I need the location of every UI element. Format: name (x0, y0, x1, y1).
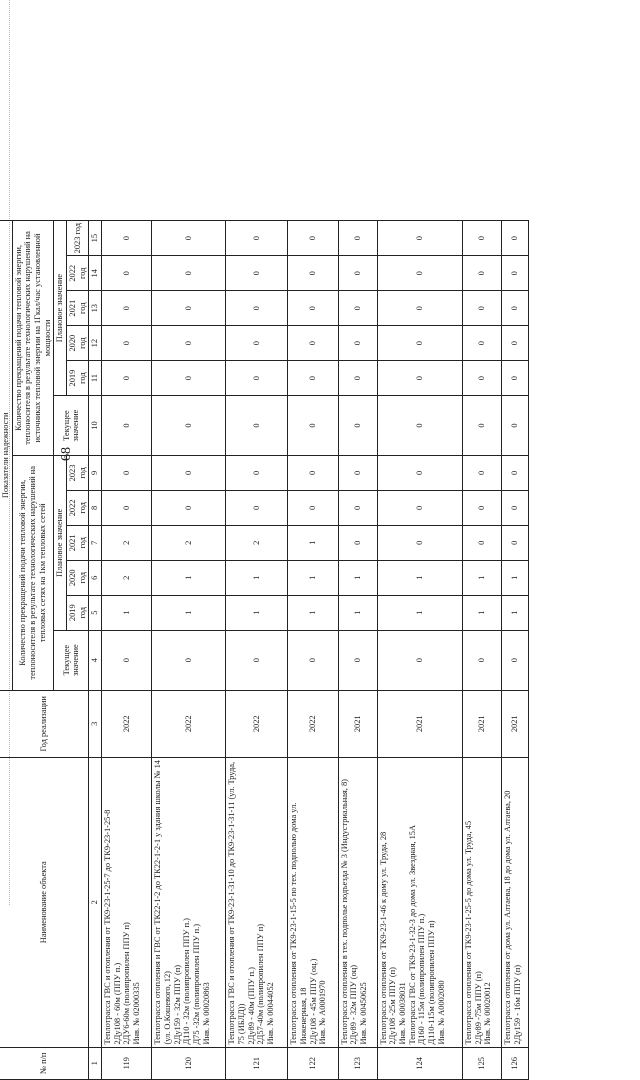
column-number: 5 (89, 595, 102, 630)
row-number: 119 (101, 1047, 151, 1079)
object-name-line: Теплотрасса отопления от ТК9-23-1-46 к дому ул. Труда, 28 (378, 831, 388, 1045)
network-value: 1 (501, 560, 528, 595)
table-row (226, 221, 288, 1080)
object-name-line: Теплотрасса отопления и ГВС от ТК22-1-2 до ТК22-1-2-1 у здания школы № 14 (ул. О.Кошевого, 12) (153, 760, 173, 1045)
source-value: 0 (226, 361, 288, 396)
source-value: 0 (377, 396, 463, 456)
network-value: 0 (101, 630, 151, 690)
object-name-line: Теплотрасса отопления от дома ул. Алтаева, 18 до дома ул. Алтаева, 20 (502, 790, 512, 1045)
network-value: 0 (226, 630, 288, 690)
src-year-2022: 2022 год (66, 256, 88, 291)
column-number: 6 (89, 560, 102, 595)
network-value: 0 (288, 455, 338, 490)
implementation-year: 2022 (226, 690, 288, 757)
network-value: 1 (377, 595, 463, 630)
source-value: 0 (338, 361, 377, 396)
src-planned-header: Плановое значение (54, 221, 67, 396)
source-value: 0 (101, 361, 151, 396)
object-name (338, 757, 377, 1047)
network-value: 0 (463, 455, 502, 490)
source-value: 0 (288, 221, 338, 256)
net-current-header: Текущее значение (54, 630, 89, 690)
object-name-line: Инв. № А0001970 (318, 980, 328, 1045)
group-network-header: Количество прекращений подачи тепловой энергии, теплоносителя в результате технологических нарушений на тепловых сетях на 1км тепловых сетей (12, 455, 54, 690)
column-number: 2 (89, 757, 102, 1047)
object-name-line: 2ДУ6-60м (полипропилен ППУ п) (122, 922, 132, 1045)
object-name-line: Инв. № 02000335 (131, 982, 141, 1045)
object-name-line: Теплотрасса ГВС и отопления от ТК9-23-1-25-7 до ТК9-23-1-25-8 (102, 809, 112, 1045)
source-value: 0 (463, 256, 502, 291)
table-row (288, 221, 338, 1080)
network-value: 0 (338, 455, 377, 490)
source-value: 0 (226, 221, 288, 256)
source-value: 0 (226, 256, 288, 291)
column-number: 8 (89, 490, 102, 525)
network-value: 0 (338, 630, 377, 690)
object-name-line: Теплотрасса ГВС и отопления от ТК9-23-1-31-10 до ТК9-23-1-31-11 (ул. Труда, 75 (ИБЛД)) (227, 761, 246, 1045)
network-value: 0 (501, 525, 528, 560)
network-value: 0 (501, 630, 528, 690)
source-value: 0 (377, 291, 463, 326)
source-value: 0 (288, 326, 338, 361)
object-name-line: Теплотрасса отопления в тех. подполье подъезда № 3 (Индустриальная, 8) (339, 779, 349, 1045)
network-value: 0 (377, 490, 463, 525)
network-value: 1 (338, 595, 377, 630)
source-value: 0 (338, 291, 377, 326)
network-value: 0 (463, 525, 502, 560)
network-value: 0 (152, 490, 226, 525)
net-planned-header: Плановое значение (54, 455, 67, 630)
source-value: 0 (501, 361, 528, 396)
row-number: 125 (463, 1047, 502, 1079)
source-value: 0 (101, 326, 151, 361)
object-name-line: 2Ду89 - 40м (ППУ п.) (246, 967, 256, 1045)
network-value: 0 (338, 525, 377, 560)
rotated-sheet (0, 220, 529, 1080)
column-number: 13 (89, 291, 102, 326)
object-name (463, 757, 502, 1047)
col-year-header: Год реализации (0, 690, 89, 757)
table-row (101, 221, 151, 1080)
network-value: 0 (377, 630, 463, 690)
column-number: 7 (89, 525, 102, 560)
network-value: 0 (288, 630, 338, 690)
source-value: 0 (152, 256, 226, 291)
source-value: 0 (377, 326, 463, 361)
network-value: 0 (226, 455, 288, 490)
network-value: 1 (463, 560, 502, 595)
net-year-2019: 2019 год (66, 595, 88, 630)
column-number: 9 (89, 455, 102, 490)
source-value: 0 (338, 326, 377, 361)
column-number: 10 (89, 396, 102, 456)
source-value: 0 (101, 221, 151, 256)
source-value: 0 (501, 256, 528, 291)
net-year-2023: 2023 год (66, 455, 88, 490)
network-value: 1 (152, 595, 226, 630)
row-number: 120 (152, 1047, 226, 1079)
object-name-line: Д110 - 32м (полипропилен ППУ п.) (182, 918, 192, 1045)
network-value: 2 (152, 525, 226, 560)
column-number: 4 (89, 630, 102, 690)
network-value: 1 (288, 525, 338, 560)
source-value: 0 (152, 291, 226, 326)
row-number: 121 (226, 1047, 288, 1079)
object-name-line: Инв. № 00044052 (265, 982, 275, 1045)
network-value: 0 (377, 455, 463, 490)
network-value: 1 (338, 560, 377, 595)
object-name-line: 2Ду159 - 32м ППУ (п) (172, 964, 182, 1045)
network-value: 0 (501, 490, 528, 525)
network-value: 0 (101, 455, 151, 490)
column-number: 3 (89, 690, 102, 757)
source-value: 0 (288, 361, 338, 396)
source-value: 0 (463, 326, 502, 361)
group-source-header: Количество прекращений подачи тепловой энергии, теплоносителя в результате технологических нарушений на источниках тепловой энергии на 1Гкал/час установленной мощности (12, 221, 54, 456)
source-value: 0 (377, 256, 463, 291)
source-value: 0 (501, 396, 528, 456)
object-name-line: Теплотрасса отопления от ТК9-23-1-15-5 по тех. подполью дома ул. Инженерная, 18 (289, 802, 309, 1045)
table-row (501, 221, 528, 1080)
object-name-line: 2Ду89 - 32м ППУ (оц) (349, 964, 359, 1045)
column-number: 14 (89, 256, 102, 291)
column-number: 12 (89, 326, 102, 361)
source-value: 0 (226, 396, 288, 456)
source-value: 0 (501, 291, 528, 326)
object-name (377, 757, 463, 1047)
implementation-year: 2022 (288, 690, 338, 757)
object-name-line: 2Ду159 - 16м ППУ (п) (512, 964, 522, 1045)
network-value: 2 (101, 525, 151, 560)
network-value: 0 (501, 455, 528, 490)
source-value: 0 (463, 396, 502, 456)
source-value: 0 (152, 396, 226, 456)
src-year-2019: 2019 год (66, 361, 88, 396)
table-row (463, 221, 502, 1080)
implementation-year: 2021 (338, 690, 377, 757)
object-name-line: Инв. № 00020863 (201, 982, 211, 1045)
object-name-line: Теплотрасса отопления от ТК9-23-1-25-5 до дома ул. Труда, 45 (464, 820, 474, 1045)
source-value: 0 (101, 291, 151, 326)
implementation-year: 2022 (152, 690, 226, 757)
object-name-line: 2Ду108 - 60м (ППУ п.) (112, 962, 122, 1045)
implementation-year: 2021 (501, 690, 528, 757)
source-value: 0 (288, 256, 338, 291)
source-value: 0 (226, 326, 288, 361)
source-value: 0 (501, 221, 528, 256)
network-value: 0 (101, 490, 151, 525)
source-value: 0 (377, 361, 463, 396)
source-value: 0 (101, 396, 151, 456)
object-name-line: Д110-115м (полипропилен ППУ п) (426, 920, 436, 1045)
net-year-2020: 2020 год (66, 560, 88, 595)
implementation-year: 2021 (463, 690, 502, 757)
network-value: 0 (226, 490, 288, 525)
super-header-row (0, 221, 12, 1080)
object-name-line: Д160 - 115м (полипропилен ППУ п.) (417, 913, 427, 1045)
column-number-row (89, 221, 102, 1080)
object-name-line: Инв. № А0002080 (436, 980, 446, 1045)
network-value: 0 (152, 455, 226, 490)
source-value: 0 (463, 361, 502, 396)
object-name-line: Д75 -32м (полипропилен ППУ п.) (191, 924, 201, 1045)
network-value: 0 (463, 630, 502, 690)
network-value: 1 (463, 595, 502, 630)
src-year-2023: 2023 год (66, 221, 88, 256)
source-value: 0 (338, 221, 377, 256)
source-value: 0 (152, 221, 226, 256)
src-year-2020: 2020 год (66, 326, 88, 361)
object-name-line: Инв. № 00450625 (359, 982, 369, 1045)
source-value: 0 (226, 291, 288, 326)
source-value: 0 (288, 396, 338, 456)
net-year-2021: 2021 год (66, 525, 88, 560)
super-header: Показатели надежности (0, 221, 12, 691)
src-current-header: Текущее значение (54, 396, 89, 456)
network-value: 2 (226, 525, 288, 560)
network-value: 0 (463, 490, 502, 525)
implementation-year: 2022 (101, 690, 151, 757)
row-number: 126 (501, 1047, 528, 1079)
implementation-year: 2021 (377, 690, 463, 757)
source-value: 0 (152, 361, 226, 396)
page-number: 68 (59, 447, 74, 461)
source-value: 0 (152, 326, 226, 361)
source-value: 0 (501, 326, 528, 361)
network-value: 0 (338, 490, 377, 525)
network-value: 1 (226, 595, 288, 630)
network-value: 1 (377, 560, 463, 595)
row-number: 122 (288, 1047, 338, 1079)
column-number: 15 (89, 221, 102, 256)
col-num-header: № п/п (0, 1047, 89, 1079)
row-number: 124 (377, 1047, 463, 1079)
source-value: 0 (338, 396, 377, 456)
column-number: 11 (89, 361, 102, 396)
source-value: 0 (377, 221, 463, 256)
object-name (288, 757, 338, 1047)
source-value: 0 (463, 221, 502, 256)
table-row (338, 221, 377, 1080)
source-value: 0 (338, 256, 377, 291)
object-name-line: Инв. № 00038031 (397, 982, 407, 1045)
net-year-2022: 2022 год (66, 490, 88, 525)
network-value: 1 (288, 595, 338, 630)
reliability-table (0, 220, 529, 1080)
src-year-2021: 2021 год (66, 291, 88, 326)
table-row (152, 221, 226, 1080)
row-number: 123 (338, 1047, 377, 1079)
network-value: 1 (226, 560, 288, 595)
object-name-line: 2Ду108 - 45м ППУ (оц.) (308, 958, 318, 1045)
object-name (152, 757, 226, 1047)
table-body (101, 221, 528, 1080)
object-name (101, 757, 151, 1047)
network-value: 1 (501, 595, 528, 630)
table-row (377, 221, 463, 1080)
network-value: 1 (288, 560, 338, 595)
object-name-line: 2Ду89 -75м ППУ (п) (473, 971, 483, 1045)
network-value: 1 (152, 560, 226, 595)
source-value: 0 (288, 291, 338, 326)
source-value: 0 (463, 291, 502, 326)
col-name-header: Наименование объекта (0, 757, 89, 1047)
source-value: 0 (101, 256, 151, 291)
object-name-line: 2Д57-40м (полипропилен ППУ п) (256, 924, 266, 1045)
column-number: 1 (89, 1047, 102, 1079)
network-value: 0 (288, 490, 338, 525)
object-name-line: Теплотрасса ГВС от ТК9-23-1-32-3 до дома ул. Звездная, 15А (407, 825, 417, 1045)
object-name-line: Инв. № 00020012 (483, 982, 493, 1045)
object-name (501, 757, 528, 1047)
network-value: 0 (152, 630, 226, 690)
network-value: 1 (101, 595, 151, 630)
network-value: 2 (101, 560, 151, 595)
network-value: 0 (377, 525, 463, 560)
object-name (226, 757, 288, 1047)
object-name-line: 2Ду108 -25м ППУ (п) (388, 967, 398, 1045)
